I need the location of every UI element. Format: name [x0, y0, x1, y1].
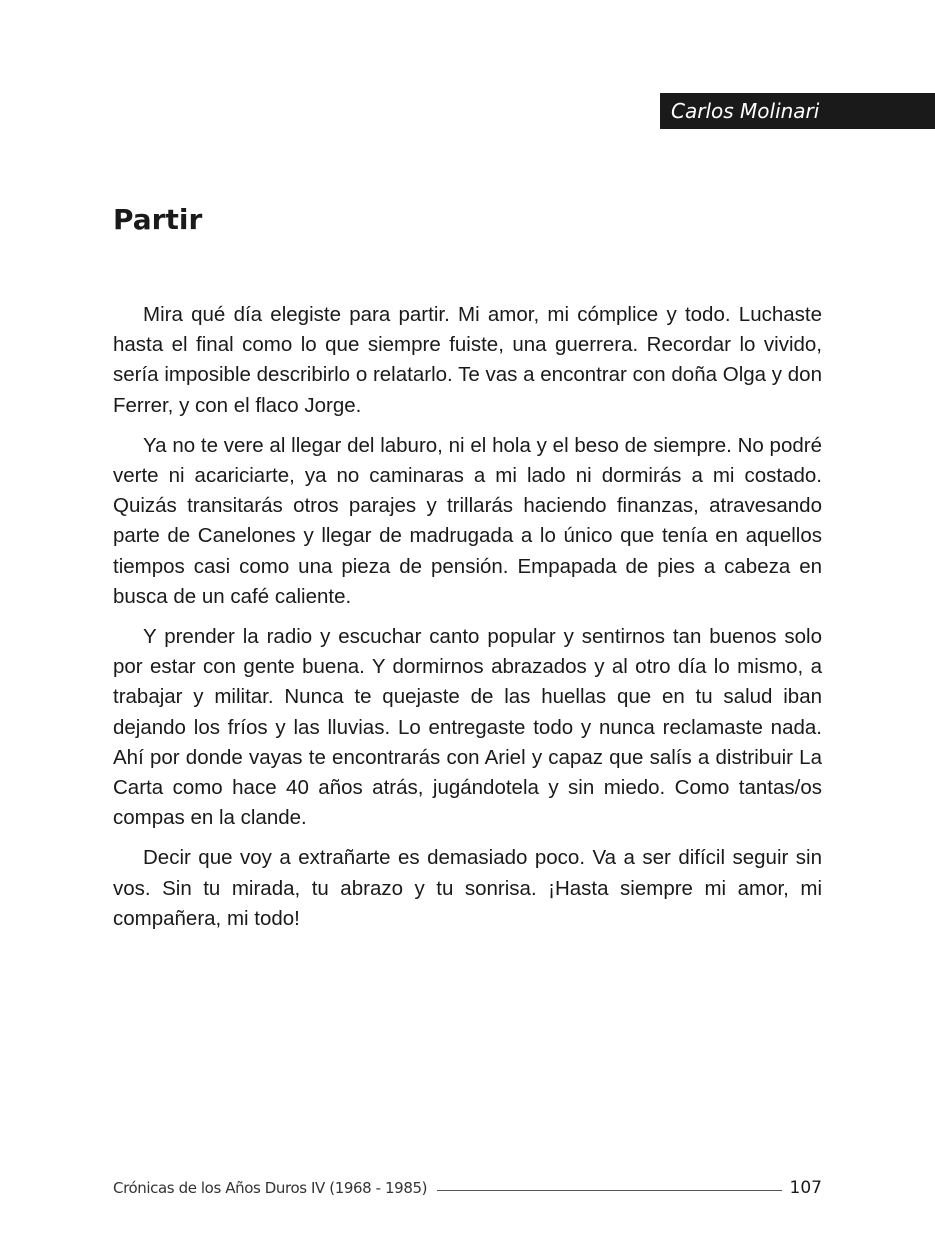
footer-book-title: Crónicas de los Años Duros IV (1968 - 1985): [113, 1179, 428, 1197]
author-header-tab: [660, 93, 935, 129]
author-name: Carlos Molinari: [671, 99, 820, 123]
paragraph-4: Decir que voy a extrañarte es demasiado poco. Va a ser difícil seguir sin vos. Sin tu mirada, tu abrazo y tu sonrisa. ¡Hasta siempre mi amor, mi compañera, mi todo!: [113, 846, 822, 930]
paragraph-1: Mira qué día elegiste para partir. Mi amor, mi cómplice y todo. Luchaste hasta el final como lo que siempre fuiste, una guerrera. Recordar lo vivido, sería imposible describirlo o relatarlo. Te vas a encontrar con doña Olga y don Ferrer, y con el flaco Jorge.: [113, 303, 822, 417]
paragraph-3: Y prender la radio y escuchar canto popular y sentirnos tan buenos solo por estar con gente buena. Y dormirnos abrazados y al otro día lo mismo, a trabajar y militar. Nunca te quejaste de las huellas que en tu salud iban dejando los fríos y las lluvias. Lo entregaste todo y nunca reclamaste nada. Ahí por donde vayas te encontrarás con Ariel y capaz que salís a distribuir La Carta como hace 40 años atrás, jugándotela y sin miedo. Como tantas/os compas en la clande.: [113, 625, 822, 830]
page-footer: [113, 1175, 822, 1201]
paragraph-2: Ya no te vere al llegar del laburo, ni el hola y el beso de siempre. No podré verte ni acariciarte, ya no caminaras a mi lado ni dormirás a mi costado. Quizás transitarás otros parajes y trillarás haciendo finanzas, atravesando parte de Canelones y llegar de madrugada a lo único que tenía en aquellos tiempos casi como una pieza de pensión. Empapada de pies a cabeza en busca de un café caliente.: [113, 433, 822, 608]
footer-divider: [437, 1190, 781, 1191]
page-number: 107: [789, 1178, 822, 1198]
article-body: [113, 300, 822, 944]
page-title: Partir: [113, 203, 203, 236]
